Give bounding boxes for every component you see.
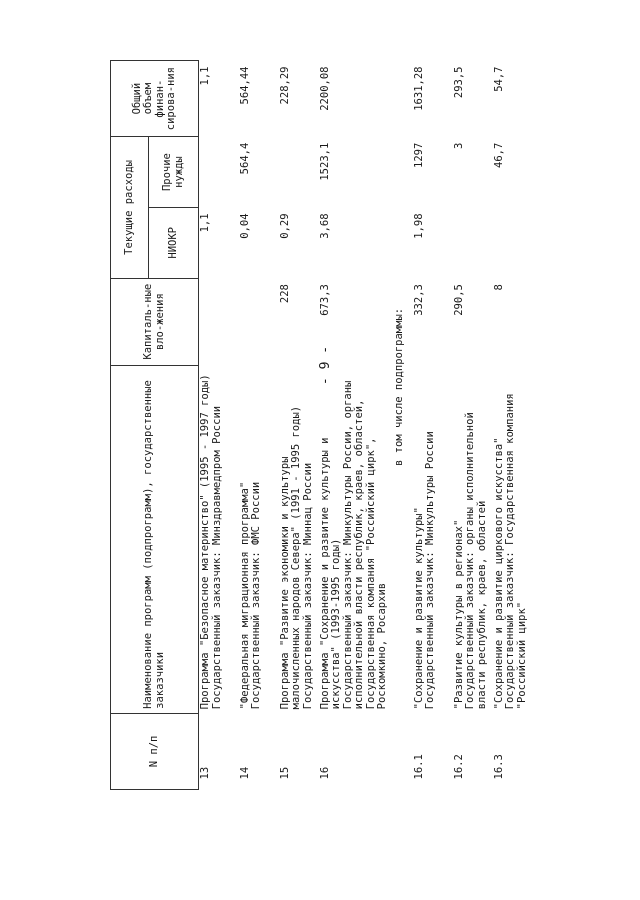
other-needs-value: 1523,1 <box>318 142 331 181</box>
niokr-value: 1,1 <box>199 213 211 233</box>
header-total: Общий объем финан-сирова-ния <box>111 61 199 137</box>
financing-table <box>110 60 533 790</box>
header-n: N п/п <box>111 713 199 789</box>
other-needs-value <box>199 137 239 208</box>
niokr-value: 1,98 <box>412 213 425 239</box>
table-row <box>239 61 279 790</box>
total-financing: 2200,08 <box>318 66 331 111</box>
other-needs-value: 564,4 <box>238 142 251 175</box>
program-name: Программа "Безопасное материнство" (1995 - 1997 годы) Государственный заказчик: Минздравмедпром России <box>199 374 223 710</box>
row-number: 14 <box>238 766 251 780</box>
row-number: 16.2 <box>452 754 465 780</box>
total-financing: 1,1 <box>199 66 211 86</box>
niokr-value <box>453 207 493 278</box>
row-number: 16.3 <box>492 754 505 780</box>
table-row <box>453 61 493 790</box>
total-financing: 1631,28 <box>412 66 425 111</box>
header-other: Прочие нужды <box>149 137 199 208</box>
other-needs-value: 1297 <box>412 142 425 168</box>
table-row <box>199 61 239 790</box>
row-number: 16.1 <box>412 754 425 780</box>
program-name: "Развитие культуры в регионах" Государственный заказчик: органы исполнительной власти республик, краев, областей <box>452 412 488 710</box>
capital-investment: 673,3 <box>318 284 331 316</box>
table-row <box>413 61 453 790</box>
niokr-value: 0,29 <box>278 213 291 239</box>
row-number: 16 <box>318 766 331 780</box>
subprograms-label: в том числе подпрограммы: <box>392 307 405 466</box>
program-name: "Федеральная миграционная программа" Государственный заказчик: ФМС России <box>238 481 262 710</box>
table-row <box>319 61 391 790</box>
header-niokr: НИОКР <box>149 207 199 278</box>
rotated-table-container <box>110 60 590 790</box>
table-body <box>199 61 533 790</box>
other-needs-value: 46,7 <box>492 142 505 168</box>
row-number <box>391 713 413 789</box>
table-row <box>391 61 413 790</box>
total-financing: 293,5 <box>452 66 465 99</box>
program-name: "Сохранение и развитие циркового искусства" Государственный заказчик: Государственная компания "Российский цирк" <box>492 393 528 710</box>
capital-investment <box>199 278 239 365</box>
table-row <box>493 61 533 790</box>
page-number: - 9 - <box>318 345 334 386</box>
total-financing: 564,44 <box>238 66 251 105</box>
total-financing: 228,29 <box>278 66 291 105</box>
table-row <box>279 61 319 790</box>
row-number: 15 <box>278 766 291 780</box>
capital-investment: 228 <box>278 284 291 304</box>
program-name: Программа "Развитие экономики и культуры малочисленных народов Севера" (1991 - 1995 годы) Государственный заказчик: Миннац России <box>278 405 314 710</box>
niokr-value: 3,68 <box>318 213 331 239</box>
header-capital: Капиталь-ные вло-жения <box>111 278 199 365</box>
niokr-value <box>493 207 533 278</box>
other-needs-value: 3 <box>452 142 465 150</box>
capital-investment: 8 <box>492 284 505 291</box>
capital-investment: 290,5 <box>452 284 465 316</box>
other-needs-value <box>279 137 319 208</box>
total-financing: 54,7 <box>492 66 505 92</box>
header-current: Текущие расходы <box>111 137 149 278</box>
niokr-value: 0,04 <box>238 213 251 239</box>
program-name: Программа "Сохранение и развитие культуры и искусства" (1993-1995 годы) Государственный заказчик: Минкультуры России, органы исполнительной власти республик, краев, областей, Государственная компания "Российский цирк", Роскомкино, Росархив <box>318 380 388 710</box>
capital-investment <box>239 278 279 365</box>
row-number: 13 <box>199 766 211 780</box>
header-name: Наименование программ (подпрограмм), государственные заказчики <box>111 365 199 713</box>
table-header <box>111 61 199 790</box>
program-name: "Сохранение и развитие культуры" Государственный заказчик: Минкультуры России <box>412 431 436 710</box>
capital-investment: 332,3 <box>412 284 425 316</box>
